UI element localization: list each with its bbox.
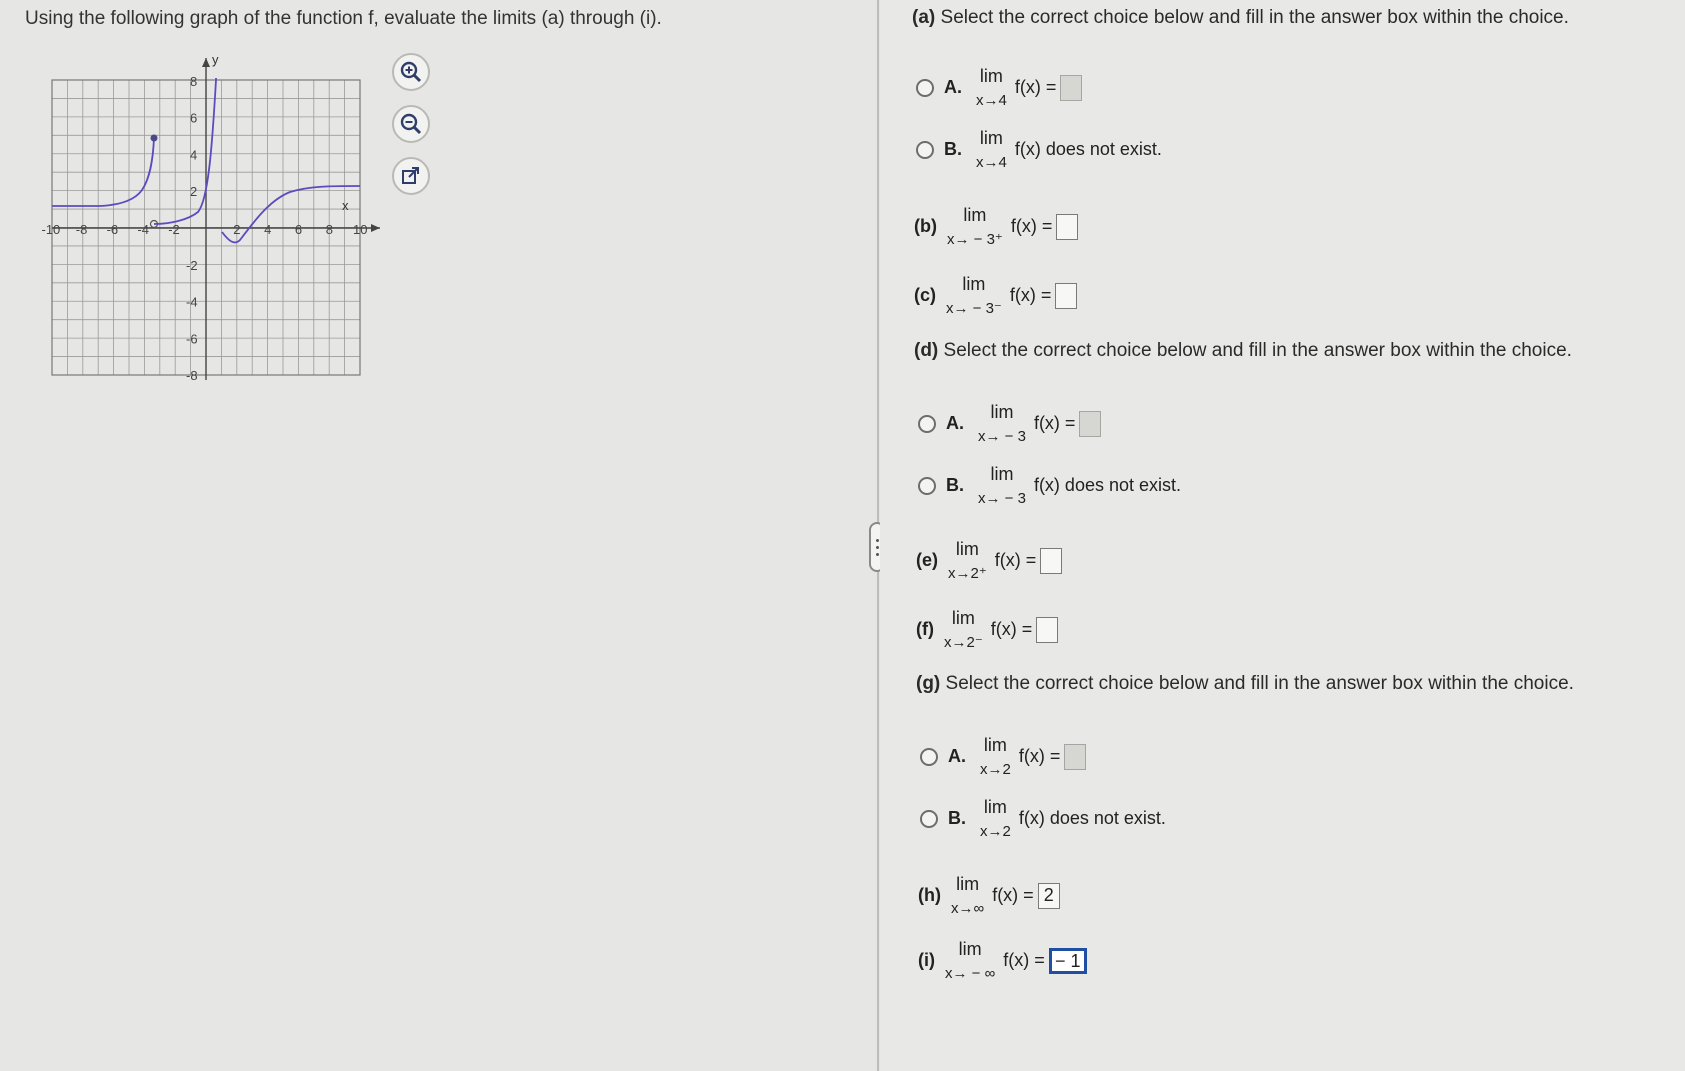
part-h-label: (h)	[918, 885, 941, 905]
x-axis-arrow	[371, 224, 380, 232]
part-g-header	[916, 673, 1574, 695]
part-i	[918, 940, 1087, 981]
limit-expression	[978, 403, 1026, 444]
part-e-answer-box[interactable]	[1040, 548, 1062, 574]
lim-word: lim	[990, 402, 1014, 422]
lim-subscript: x→2	[980, 761, 1011, 778]
part-d-option-a[interactable]	[918, 403, 1101, 444]
part-b	[914, 206, 1078, 247]
part-c	[914, 275, 1077, 316]
y-tick-label: -2	[186, 257, 198, 273]
does-not-exist-text: f(x) does not exist.	[1014, 139, 1162, 159]
lim-word: lim	[990, 464, 1014, 484]
part-c-label: (c)	[914, 285, 936, 305]
lim-word: lim	[958, 939, 982, 959]
part-a-instruction: Select the correct choice below and fill in the answer box within the choice.	[940, 7, 1569, 28]
lim-subscript: x→2⁺	[948, 565, 987, 582]
zoom-out-button[interactable]	[392, 105, 430, 143]
part-g-option-b-radio[interactable]	[920, 810, 938, 828]
part-b-label: (b)	[914, 216, 937, 236]
lim-subscript: x→∞	[950, 900, 985, 917]
function-graph	[40, 50, 380, 385]
lim-subscript: x→2	[980, 823, 1011, 840]
limit-expression	[948, 540, 987, 581]
x-tick-label: 8	[325, 222, 333, 237]
option-letter: B.	[946, 475, 964, 495]
answer-pane	[880, 0, 1685, 1071]
part-b-answer-box[interactable]	[1056, 214, 1078, 240]
part-a-option-a[interactable]	[916, 67, 1082, 108]
lim-word: lim	[979, 128, 1003, 148]
part-g-label: (g)	[916, 673, 941, 694]
fx-label: f(x) =	[1009, 285, 1052, 305]
part-d-answer-box[interactable]	[1079, 411, 1101, 437]
x-tick-label: -10	[41, 222, 61, 237]
part-e	[916, 540, 1062, 581]
part-a-answer-box[interactable]	[1060, 75, 1082, 101]
fx-label: f(x) =	[1010, 216, 1053, 236]
popout-icon	[400, 165, 422, 187]
part-g-option-a-radio[interactable]	[920, 748, 938, 766]
does-not-exist-text: f(x) does not exist.	[1018, 808, 1166, 828]
part-g-option-b[interactable]	[920, 798, 1166, 839]
x-tick-label: -4	[137, 222, 149, 237]
y-axis-label: y	[212, 52, 219, 67]
part-g-instruction: Select the correct choice below and fill in the answer box within the choice.	[945, 673, 1574, 694]
curve-right-branch	[222, 186, 360, 242]
part-i-answer-box[interactable]: − 1	[1049, 948, 1087, 974]
limit-expression	[944, 609, 983, 650]
lim-word: lim	[962, 274, 986, 294]
lim-subscript: x→ − ∞	[945, 965, 996, 982]
zoom-out-icon	[399, 112, 423, 136]
zoom-in-icon	[399, 60, 423, 84]
part-a-label: (a)	[912, 7, 936, 28]
y-tick-label: 4	[190, 147, 198, 163]
x-tick-label: -2	[168, 222, 180, 237]
lim-subscript: x→ − 3⁺	[946, 231, 1003, 248]
closed-point	[151, 135, 158, 142]
limit-expression	[951, 875, 984, 916]
option-letter: A.	[948, 746, 966, 766]
part-h-answer-box[interactable]: 2	[1038, 883, 1060, 909]
fx-label: f(x) =	[1014, 77, 1057, 97]
lim-word: lim	[983, 797, 1007, 817]
x-tick-label: -8	[75, 222, 88, 237]
option-letter: A.	[946, 413, 964, 433]
lim-word: lim	[979, 66, 1003, 86]
part-d-header	[914, 340, 1572, 362]
limit-expression	[980, 798, 1011, 839]
x-tick-label: 6	[294, 222, 303, 237]
part-d-label: (d)	[914, 340, 939, 361]
part-f-label: (f)	[916, 619, 934, 639]
lim-subscript: x→4	[976, 154, 1007, 171]
fx-label: f(x) =	[994, 550, 1037, 570]
option-letter: A.	[944, 77, 962, 97]
lim-subscript: x→4	[976, 92, 1007, 109]
does-not-exist-text: f(x) does not exist.	[1033, 475, 1181, 495]
limit-expression	[945, 940, 995, 981]
y-tick-label: -8	[186, 368, 198, 380]
limit-expression	[976, 129, 1007, 170]
part-g-answer-box[interactable]	[1064, 744, 1086, 770]
part-d-option-b[interactable]	[918, 465, 1181, 506]
part-i-label: (i)	[918, 950, 935, 970]
lim-subscript: x→ − 3	[978, 490, 1026, 507]
part-d-option-b-radio[interactable]	[918, 477, 936, 495]
x-tick-label: 4	[264, 222, 272, 237]
x-tick-label: 2	[233, 222, 241, 237]
lim-word: lim	[951, 608, 975, 628]
lim-subscript: x→2⁻	[943, 634, 983, 651]
lim-subscript: x→ − 3⁻	[946, 300, 1002, 317]
fx-label: f(x) =	[992, 885, 1034, 905]
part-g-option-a[interactable]	[920, 736, 1086, 777]
part-a-header	[912, 7, 1569, 29]
x-tick-label: 10	[353, 222, 368, 237]
y-tick-label: -6	[186, 331, 198, 347]
x-tick-label: -6	[106, 222, 119, 237]
fx-label: f(x) =	[1018, 746, 1061, 766]
limit-expression	[978, 465, 1026, 506]
part-c-answer-box[interactable]	[1055, 283, 1077, 309]
option-letter: B.	[944, 139, 962, 159]
x-axis-label: x	[342, 198, 349, 213]
part-d-instruction: Select the correct choice below and fill in the answer box within the choice.	[943, 340, 1572, 361]
y-axis-arrow	[202, 58, 210, 67]
part-e-label: (e)	[916, 550, 938, 570]
part-d-option-a-radio[interactable]	[918, 415, 936, 433]
part-f	[916, 609, 1058, 650]
graph-svg	[40, 50, 380, 380]
y-tick-label: 6	[190, 110, 198, 126]
limit-expression	[946, 275, 1002, 316]
question-instruction: Using the following graph of the function f, evaluate the limits (a) through (i).	[25, 8, 662, 29]
part-f-answer-box[interactable]	[1036, 617, 1058, 643]
popout-button[interactable]	[392, 157, 430, 195]
fx-label: f(x) =	[1003, 950, 1045, 970]
lim-subscript: x→ − 3	[978, 428, 1026, 445]
option-letter: B.	[948, 808, 966, 828]
fx-label: f(x) =	[1033, 413, 1076, 433]
part-a-option-b[interactable]	[916, 129, 1162, 170]
part-h	[918, 875, 1060, 916]
zoom-in-button[interactable]	[392, 53, 430, 91]
lim-word: lim	[963, 205, 987, 225]
lim-word: lim	[956, 874, 980, 894]
limit-expression	[947, 206, 1003, 247]
fx-label: f(x) =	[990, 619, 1033, 639]
y-tick-label: 2	[190, 184, 198, 200]
lim-word: lim	[983, 735, 1007, 755]
y-tick-label: -4	[186, 294, 198, 310]
limit-expression	[980, 736, 1011, 777]
part-a-option-b-radio[interactable]	[916, 141, 934, 159]
limit-expression	[976, 67, 1007, 108]
y-tick-label: 8	[190, 73, 198, 89]
lim-word: lim	[955, 539, 979, 559]
part-a-option-a-radio[interactable]	[916, 79, 934, 97]
